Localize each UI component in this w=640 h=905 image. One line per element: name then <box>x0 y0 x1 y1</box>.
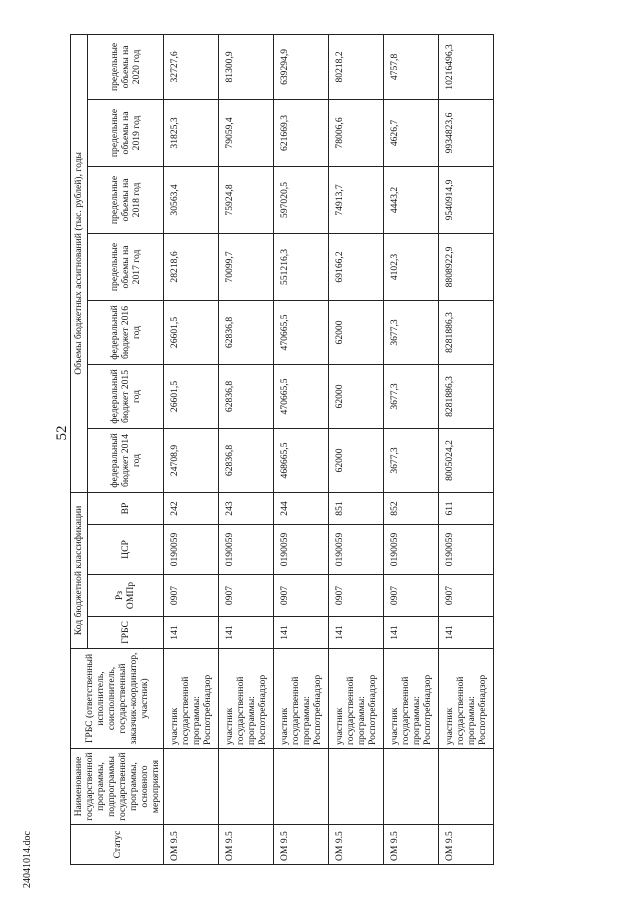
cell-vr: 244 <box>274 492 329 524</box>
cell-2016: 470665,5 <box>274 300 329 364</box>
cell-csr: 0190059 <box>164 525 219 575</box>
cell-status: ОМ 9.5 <box>329 825 384 865</box>
cell-2018: 74913,7 <box>329 166 384 233</box>
cell-2016: 62000 <box>329 300 384 364</box>
table-row <box>439 34 494 864</box>
cell-2014: 8005024,2 <box>439 428 494 492</box>
cell-2019: 621669,3 <box>274 99 329 166</box>
cell-2014: 62000 <box>329 428 384 492</box>
cell-2017: 69166,2 <box>329 233 384 300</box>
cell-csr: 0190059 <box>274 525 329 575</box>
cell-2015: 470665,5 <box>274 364 329 428</box>
cell-csr: 0190059 <box>439 525 494 575</box>
cell-2020: 32727,6 <box>164 34 219 99</box>
cell-2017: 70099,7 <box>219 233 274 300</box>
cell-rz: 0907 <box>384 575 439 617</box>
cell-2016: 8281886,3 <box>439 300 494 364</box>
cell-vr: 852 <box>384 492 439 524</box>
cell-grbs: 141 <box>329 617 384 649</box>
cell-status: ОМ 9.5 <box>439 825 494 865</box>
cell-2018: 4443,2 <box>384 166 439 233</box>
cell-name <box>439 749 494 825</box>
header-grbs: ГРБС <box>87 617 163 649</box>
header-2018: предельные объемы на 2018 год <box>87 166 163 233</box>
cell-2020: 639294,9 <box>274 34 329 99</box>
table-row <box>329 34 384 864</box>
header-budget-volumes: Объемы бюджетных ассигнований (тыс. рублей), годы <box>71 34 88 492</box>
cell-2020: 80218,2 <box>329 34 384 99</box>
cell-responsible: участник государственной программы: Роспотребнадзор <box>164 649 219 749</box>
cell-grbs: 141 <box>384 617 439 649</box>
cell-vr: 611 <box>439 492 494 524</box>
cell-2020: 81300,9 <box>219 34 274 99</box>
table-row <box>219 34 274 864</box>
cell-status: ОМ 9.5 <box>384 825 439 865</box>
header-2017: предельные объемы на 2017 год <box>87 233 163 300</box>
header-2020: предельные объемы на 2020 год <box>87 34 163 99</box>
cell-2014: 468665,5 <box>274 428 329 492</box>
cell-2014: 3677,3 <box>384 428 439 492</box>
cell-2015: 3677,3 <box>384 364 439 428</box>
cell-rz: 0907 <box>329 575 384 617</box>
header-rz: Рз ОМПр <box>87 575 163 617</box>
cell-status: ОМ 9.5 <box>274 825 329 865</box>
header-program-name: Наименование государственной программы, подпрограммы государственной программы, основного мероприятия <box>71 749 164 825</box>
cell-2015: 26601,5 <box>164 364 219 428</box>
cell-2019: 9934823,6 <box>439 99 494 166</box>
header-status: Статус <box>71 825 164 865</box>
cell-2019: 78006,6 <box>329 99 384 166</box>
cell-name <box>384 749 439 825</box>
cell-2018: 597020,5 <box>274 166 329 233</box>
cell-rz: 0907 <box>164 575 219 617</box>
cell-2017: 551216,3 <box>274 233 329 300</box>
cell-2019: 31825,3 <box>164 99 219 166</box>
cell-vr: 851 <box>329 492 384 524</box>
cell-status: ОМ 9.5 <box>219 825 274 865</box>
cell-2018: 30563,4 <box>164 166 219 233</box>
rotated-page-content <box>70 35 595 865</box>
cell-name <box>219 749 274 825</box>
cell-status: ОМ 9.5 <box>164 825 219 865</box>
table-row <box>164 34 219 864</box>
cell-2016: 62836,8 <box>219 300 274 364</box>
cell-2014: 62836,8 <box>219 428 274 492</box>
cell-2017: 4102,3 <box>384 233 439 300</box>
cell-grbs: 141 <box>164 617 219 649</box>
cell-2015: 8281886,3 <box>439 364 494 428</box>
cell-2016: 3677,3 <box>384 300 439 364</box>
page-number: 52 <box>54 425 70 441</box>
cell-name <box>329 749 384 825</box>
header-2016: федеральный бюджет 2016 год <box>87 300 163 364</box>
cell-vr: 242 <box>164 492 219 524</box>
cell-rz: 0907 <box>274 575 329 617</box>
header-csr: ЦСР <box>87 525 163 575</box>
header-2019: предельные объемы на 2019 год <box>87 99 163 166</box>
cell-2020: 10216496,3 <box>439 34 494 99</box>
cell-2015: 62000 <box>329 364 384 428</box>
cell-grbs: 141 <box>219 617 274 649</box>
document-reference: 24041014.doc <box>22 831 33 888</box>
cell-grbs: 141 <box>439 617 494 649</box>
budget-table <box>70 34 494 865</box>
header-grbs-responsible: ГРБС (ответственный исполнитель, соисполнитель, государственный заказчик-координатор, участник) <box>71 649 164 749</box>
cell-csr: 0190059 <box>219 525 274 575</box>
header-classification-code: Код бюджетной классификации <box>71 492 88 648</box>
cell-responsible: участник государственной программы: Роспотребнадзор <box>439 649 494 749</box>
cell-csr: 0190059 <box>329 525 384 575</box>
cell-2016: 26601,5 <box>164 300 219 364</box>
cell-responsible: участник государственной программы: Роспотребнадзор <box>329 649 384 749</box>
header-2015: федеральный бюджет 2015 год <box>87 364 163 428</box>
cell-responsible: участник государственной программы: Роспотребнадзор <box>384 649 439 749</box>
cell-name <box>274 749 329 825</box>
cell-grbs: 141 <box>274 617 329 649</box>
cell-2019: 4626,7 <box>384 99 439 166</box>
cell-2018: 75924,8 <box>219 166 274 233</box>
cell-rz: 0907 <box>219 575 274 617</box>
cell-responsible: участник государственной программы: Роспотребнадзор <box>274 649 329 749</box>
table-row <box>384 34 439 864</box>
cell-2017: 28218,6 <box>164 233 219 300</box>
cell-name <box>164 749 219 825</box>
cell-csr: 0190059 <box>384 525 439 575</box>
cell-2020: 4757,8 <box>384 34 439 99</box>
cell-rz: 0907 <box>439 575 494 617</box>
table-row <box>274 34 329 864</box>
header-vr: ВР <box>87 492 163 524</box>
cell-2019: 79059,4 <box>219 99 274 166</box>
cell-2014: 24708,9 <box>164 428 219 492</box>
cell-vr: 243 <box>219 492 274 524</box>
cell-2015: 62836,8 <box>219 364 274 428</box>
cell-2017: 8808922,9 <box>439 233 494 300</box>
header-2014: федеральный бюджет 2014 год <box>87 428 163 492</box>
cell-responsible: участник государственной программы: Роспотребнадзор <box>219 649 274 749</box>
cell-2018: 9540914,9 <box>439 166 494 233</box>
